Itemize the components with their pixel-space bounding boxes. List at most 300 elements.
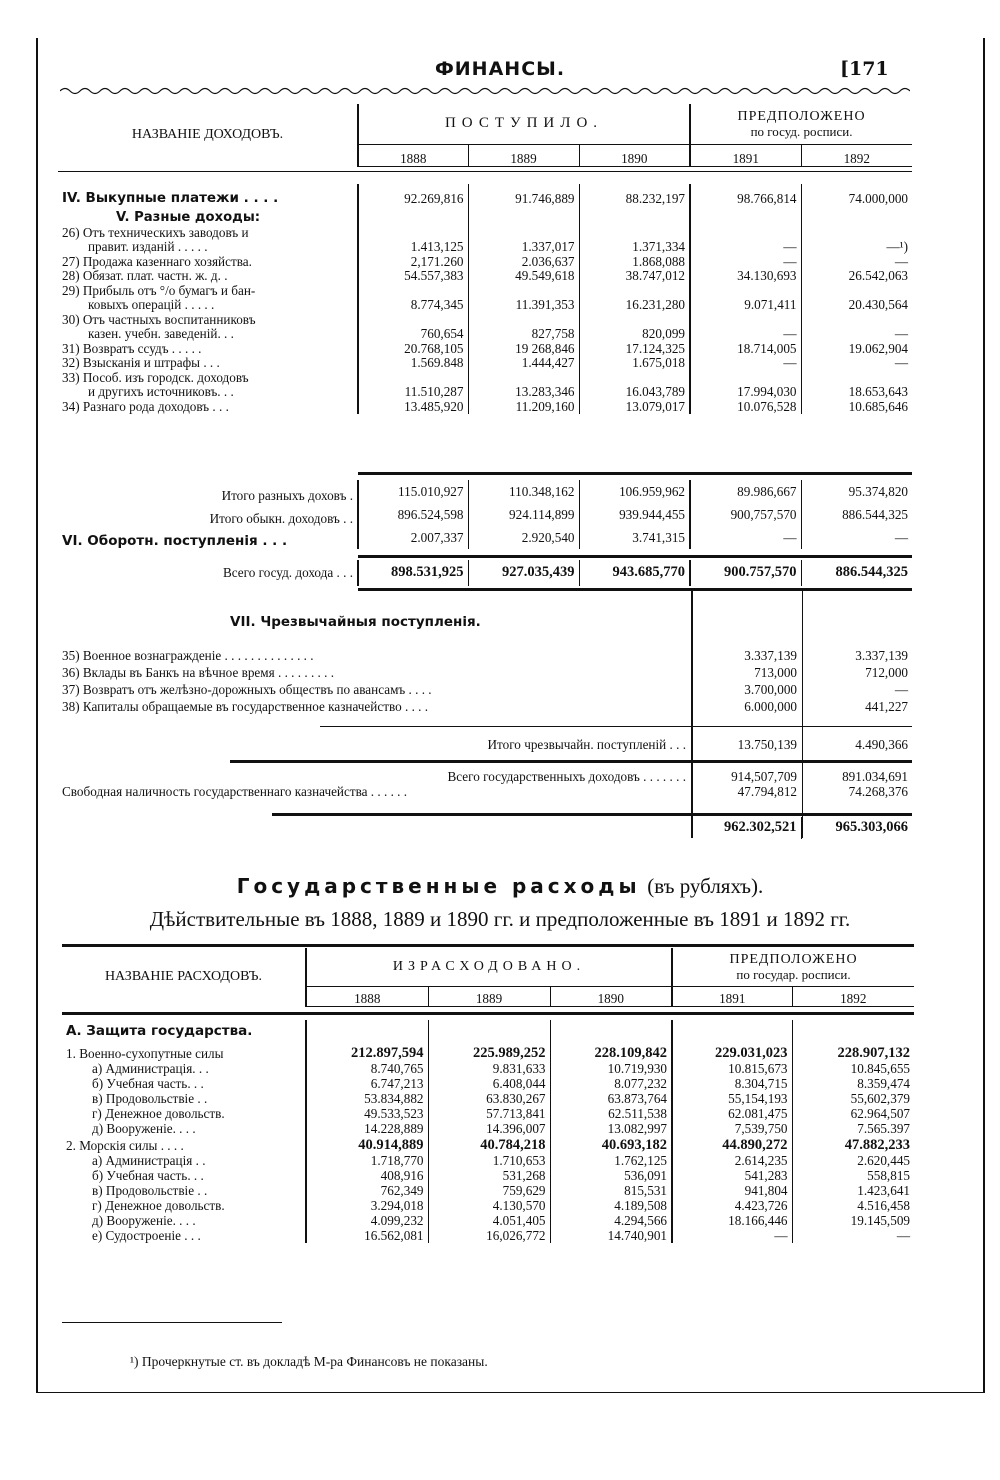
- extra-row-label: 35) Военное вознагражденiе . . . . . . . . . . . . . .: [62, 648, 314, 663]
- extra-row: [58, 697, 912, 714]
- expense-row-label: д) Вооруженiе. . . .: [92, 1121, 196, 1136]
- revenue-value: 26.542,063: [801, 269, 912, 284]
- revenue-row-label: IV. Выкупные платежи . . . .: [62, 190, 279, 206]
- revenue-value: 760,654: [358, 327, 468, 342]
- expense-row: [62, 1106, 914, 1121]
- revenue-value: —: [801, 254, 912, 269]
- expense-value: 10.845,655: [792, 1061, 914, 1076]
- expense-value: 57.713,841: [428, 1106, 550, 1121]
- expense-value: 3.294,018: [306, 1198, 428, 1213]
- footnote: ¹) Прочеркнутые ст. въ докладѣ М-ра Финансовъ не показаны.: [130, 1354, 488, 1369]
- extra-total-value: 4.490,366: [855, 737, 908, 752]
- grand-total-bottom-rule: [358, 588, 912, 591]
- expense-value: —: [672, 1228, 792, 1243]
- revenue-value: —: [690, 327, 801, 342]
- revenue-value: [801, 370, 912, 385]
- expense-value: 541,283: [672, 1168, 792, 1183]
- revenue-row-label: 33) Пособ. изъ городск. доходовъ: [62, 370, 249, 385]
- revenue-value: 1.371,334: [579, 240, 690, 255]
- expense-value: 6.408,044: [428, 1076, 550, 1091]
- extra-row-value: 441,227: [865, 699, 908, 714]
- revenue-total-row: [58, 526, 912, 549]
- expense-row-label: а) Администрацiя. . .: [92, 1061, 209, 1076]
- expense-planned-line1: ПРЕДПОЛОЖЕНО: [729, 951, 858, 967]
- final-total-value: 962.302,521: [724, 819, 797, 836]
- year-header: 1892: [792, 986, 914, 1006]
- expense-row-label: а) Администрацiя . .: [92, 1153, 206, 1168]
- expense-row: [62, 1061, 914, 1076]
- extra-total-rule: [230, 760, 912, 763]
- expense-value: 4.099,232: [306, 1213, 428, 1228]
- revenue-row-label: 26) Отъ техническихъ заводовъ и: [62, 225, 249, 240]
- revenue-row-label: и другихъ источниковъ. . .: [88, 384, 234, 399]
- revenue-total-value: 89.986,667: [690, 480, 801, 503]
- revenue-value: —: [801, 327, 912, 342]
- expense-value: 55,154,193: [672, 1091, 792, 1106]
- expense-value: 8.740,765: [306, 1061, 428, 1076]
- revenue-row: [58, 225, 912, 240]
- revenue-row-label: 27) Продажа казеннаго хозяйства.: [62, 254, 252, 269]
- revenue-value: 18.653,643: [801, 385, 912, 400]
- revenue-total-value: 886.544,325: [801, 503, 912, 526]
- revenue-row-label: правит. изданiй . . . . .: [88, 239, 208, 254]
- expense-row-label: в) Продовольствiе . .: [92, 1183, 208, 1198]
- revenue-row-label: казен. учебн. заведенiй. . .: [88, 326, 234, 341]
- extra-rule: [320, 726, 912, 727]
- revenue-value: [579, 225, 690, 240]
- expense-value: 49.533,523: [306, 1106, 428, 1121]
- revenue-value: 11.510,287: [358, 385, 468, 400]
- revenue-row: [58, 240, 912, 255]
- grand-total-value: 886.544,325: [801, 560, 912, 586]
- revenue-value: 20.768,105: [358, 341, 468, 356]
- expense-planned-header: [672, 948, 914, 986]
- revenue-value: 1.337,017: [468, 240, 579, 255]
- expense-value: 228.907,132: [792, 1044, 914, 1061]
- revenue-totals-table: [58, 480, 912, 549]
- extra-table: [58, 646, 912, 714]
- revenue-value: [690, 283, 801, 298]
- expense-row: [62, 1228, 914, 1243]
- extra-row: [58, 663, 912, 680]
- revenue-row: [58, 385, 912, 400]
- grand-total-table: [58, 560, 912, 586]
- expense-value: 47.882,233: [792, 1136, 914, 1153]
- header-bottom-rule: [58, 171, 912, 172]
- year-header: 1890: [579, 144, 690, 166]
- revenue-value: 91.746,889: [468, 184, 579, 206]
- expense-value: 40.784,218: [428, 1136, 550, 1153]
- grand-total-label: Всего госуд. дохода . . .: [222, 565, 353, 581]
- year-header: 1890: [550, 986, 672, 1006]
- revenue-value: 827,758: [468, 327, 579, 342]
- revenue-name-header: НАЗВАНIЕ ДОХОДОВЪ.: [131, 127, 284, 143]
- revenue-value: 10.685,646: [801, 399, 912, 414]
- expense-value: 8.359,474: [792, 1076, 914, 1091]
- expense-header-table: [62, 948, 914, 1007]
- expense-value: 6.747,213: [306, 1076, 428, 1091]
- expense-value: 408,916: [306, 1168, 428, 1183]
- expense-value: 63.873,764: [550, 1091, 672, 1106]
- revenue-value: [579, 370, 690, 385]
- revenue-value: 34.130,693: [690, 269, 801, 284]
- revenue-total-label: VI. Оборотн. поступленiя . . .: [62, 533, 288, 549]
- revenue-value: [468, 370, 579, 385]
- expense-value: 10.815,673: [672, 1061, 792, 1076]
- extra-row: [58, 680, 912, 697]
- final-total-table: [58, 817, 912, 839]
- revenue-row: [58, 399, 912, 414]
- year-header: 1891: [690, 144, 801, 166]
- revenue-value: 13.485,920: [358, 399, 468, 414]
- expense-row: [62, 1044, 914, 1061]
- revenue-value: [358, 283, 468, 298]
- expense-value: 815,531: [550, 1183, 672, 1198]
- revenue-row-label: ковыхъ операцiй . . . . .: [88, 297, 215, 312]
- revenue-total-value: 2.007,337: [358, 526, 468, 549]
- expense-value: 8.304,715: [672, 1076, 792, 1091]
- revenue-value: 18.714,005: [690, 341, 801, 356]
- revenue-value: 2.036,637: [468, 254, 579, 269]
- expense-value: 55,602,379: [792, 1091, 914, 1106]
- expense-value: 14.228,889: [306, 1121, 428, 1136]
- received-header: ПОСТУПИЛО.: [358, 104, 690, 144]
- expense-value: —: [792, 1228, 914, 1243]
- revenue-value: 11.391,353: [468, 298, 579, 313]
- expense-planned-line2: по государ. росписи.: [736, 966, 851, 982]
- expense-header-top-rule: [62, 944, 914, 947]
- expense-value: 228.109,842: [550, 1044, 672, 1061]
- revenue-total-value: 110.348,162: [468, 480, 579, 503]
- expense-value: 941,804: [672, 1183, 792, 1198]
- extra-row-label: 38) Капиталы обращаемые въ государственное казначейство . . . .: [62, 699, 429, 714]
- free-cash-value: 47.794,812: [737, 784, 797, 799]
- state-total-label: Всего государственныхъ доходовъ . . . . . . .: [447, 769, 686, 784]
- revenue-total-label: Итого разныхъ доховъ .: [221, 488, 353, 503]
- expense-value: 19.145,509: [792, 1213, 914, 1228]
- revenue-value: 54.557,383: [358, 269, 468, 284]
- revenue-row: [58, 356, 912, 371]
- page-number: [171: [840, 58, 889, 80]
- revenue-value: [579, 312, 690, 327]
- revenue-total-value: 939.944,455: [579, 503, 690, 526]
- revenue-value: 1.675,018: [579, 356, 690, 371]
- final-total-value: 965.303,066: [801, 817, 912, 839]
- state-total-table: [58, 769, 912, 799]
- revenue-value: 19 268,846: [468, 341, 579, 356]
- extra-row-value: 6.000,000: [744, 699, 797, 714]
- expenses-title-unit: (въ рубляхъ).: [647, 874, 764, 898]
- revenue-row-label: 29) Прибыль отъ °/o бумагъ и бан-: [62, 283, 256, 298]
- expense-value: 4.516,458: [792, 1198, 914, 1213]
- year-header: 1892: [801, 144, 912, 166]
- grand-total-top-rule: [358, 555, 912, 558]
- revenue-value: 20.430,564: [801, 298, 912, 313]
- expense-table: [62, 1020, 914, 1243]
- extra-row-value: 3.337,139: [744, 648, 797, 663]
- wavy-rule: [60, 86, 910, 96]
- extra-total-table: [58, 734, 912, 752]
- revenue-value: [690, 206, 801, 225]
- expense-row: [62, 1198, 914, 1213]
- planned-header: [690, 104, 912, 144]
- revenue-value: 92.269,816: [358, 184, 468, 206]
- expense-value: 10.719,930: [550, 1061, 672, 1076]
- revenue-value: 1.413,125: [358, 240, 468, 255]
- expense-value: 762,349: [306, 1183, 428, 1198]
- revenue-value: 9.071,411: [690, 298, 801, 313]
- revenue-value: 16.043,789: [579, 385, 690, 400]
- revenue-row: [58, 269, 912, 284]
- revenue-total-label: Итого обыкн. доходовъ . .: [209, 511, 353, 526]
- expense-value: 4.189,508: [550, 1198, 672, 1213]
- revenue-value: 16.231,280: [579, 298, 690, 313]
- expense-value: 9.831,633: [428, 1061, 550, 1076]
- grand-total-value: 943.685,770: [579, 560, 690, 586]
- revenue-row-label: V. Разные доходы:: [116, 210, 261, 225]
- expense-row-label: б) Учебная часть. . .: [92, 1076, 204, 1091]
- expense-value: 18.166,446: [672, 1213, 792, 1228]
- expense-row-label: б) Учебная часть. . .: [92, 1168, 204, 1183]
- expense-row-label: д) Вооруженiе. . . .: [92, 1213, 196, 1228]
- revenue-value: 17.994,030: [690, 385, 801, 400]
- expense-row: [62, 1168, 914, 1183]
- expense-value: 14.396,007: [428, 1121, 550, 1136]
- revenue-value: 10.076,528: [690, 399, 801, 414]
- expense-value: 558,815: [792, 1168, 914, 1183]
- expense-value: 1.423,641: [792, 1183, 914, 1198]
- expense-value: 63.830,267: [428, 1091, 550, 1106]
- expense-value: 4.294,566: [550, 1213, 672, 1228]
- expense-value: 225.989,252: [428, 1044, 550, 1061]
- expense-row-label: в) Продовольствiе . .: [92, 1091, 208, 1106]
- expense-value: 1.762,125: [550, 1153, 672, 1168]
- year-header: 1889: [428, 986, 550, 1006]
- grand-total-value: 927.035,439: [468, 560, 579, 586]
- revenue-total-row: [58, 480, 912, 503]
- free-cash-value: 74.268,376: [848, 784, 908, 799]
- revenue-row-label: 28) Обязат. плат. частн. ж. д. .: [62, 268, 228, 283]
- expense-value: 1.718,770: [306, 1153, 428, 1168]
- revenue-row: [58, 254, 912, 269]
- expense-value: 62.964,507: [792, 1106, 914, 1121]
- expense-row: [62, 1153, 914, 1168]
- expense-header-bottom-rule: [62, 1012, 914, 1015]
- planned-header-line1: ПРЕДПОЛОЖЕНО: [737, 108, 866, 124]
- revenue-value: 11.209,160: [468, 399, 579, 414]
- year-header: 1891: [672, 986, 792, 1006]
- grand-total-value: 900.757,570: [690, 560, 801, 586]
- expense-value: 14.740,901: [550, 1228, 672, 1243]
- expenses-title-main: Государственные расходы: [236, 874, 641, 898]
- revenue-value: 13.283,346: [468, 385, 579, 400]
- extra-row-value: 3.700,000: [744, 682, 797, 697]
- expense-value: 62.511,538: [550, 1106, 672, 1121]
- expenses-subtitle: Дѣйствительные въ 1888, 1889 и 1890 гг. и предположенные въ 1891 и 1892 гг.: [149, 907, 851, 931]
- expense-value: 40.693,182: [550, 1136, 672, 1153]
- extra-section-title: VII. Чрезвычайныя поступленiя.: [230, 614, 481, 630]
- revenue-total-value: —: [690, 526, 801, 549]
- expense-value: 53.834,882: [306, 1091, 428, 1106]
- spent-header: ИЗРАСХОДОВАНО.: [306, 948, 672, 986]
- expense-row-label: г) Денежное довольств.: [92, 1198, 225, 1213]
- expenses-title: [0, 874, 1000, 899]
- revenue-total-value: 896.524,598: [358, 503, 468, 526]
- year-header: 1888: [306, 986, 428, 1006]
- grand-total-value: 898.531,925: [358, 560, 468, 586]
- expense-value: 13.082,997: [550, 1121, 672, 1136]
- expense-value: 16,026,772: [428, 1228, 550, 1243]
- expense-row-label: г) Денежное довольств.: [92, 1106, 225, 1121]
- extra-row-label: 37) Возвратъ отъ желѣзно-дорожныхъ обществъ по авансамъ . . . .: [62, 682, 432, 697]
- revenue-value: [579, 206, 690, 225]
- expense-name-header: НАЗВАНIЕ РАСХОДОВЪ.: [104, 969, 263, 985]
- revenue-value: [801, 283, 912, 298]
- revenue-header-table: [58, 104, 912, 167]
- expense-value: 1.710,653: [428, 1153, 550, 1168]
- expense-section-a: А. Защита государства.: [66, 1023, 253, 1040]
- expense-row: [62, 1183, 914, 1198]
- revenue-value: [801, 312, 912, 327]
- expense-value: 212.897,594: [306, 1044, 428, 1061]
- revenue-row-label: 32) Взысканiя и штрафы . . .: [62, 355, 220, 370]
- expense-value: 7,539,750: [672, 1121, 792, 1136]
- revenue-total-value: 115.010,927: [358, 480, 468, 503]
- left-border: [36, 38, 38, 1393]
- expense-value: 16.562,081: [306, 1228, 428, 1243]
- revenue-row-label: 31) Возвратъ ссудъ . . . . .: [62, 341, 202, 356]
- revenue-total-value: 106.959,962: [579, 480, 690, 503]
- expense-value: 4.051,405: [428, 1213, 550, 1228]
- expense-row-label: 2. Морскiя силы . . . .: [66, 1138, 184, 1153]
- expense-value: 536,091: [550, 1168, 672, 1183]
- expense-value: 2.620,445: [792, 1153, 914, 1168]
- revenue-row: [58, 298, 912, 313]
- revenue-total-row: [58, 503, 912, 526]
- revenue-value: 1.569.848: [358, 356, 468, 371]
- revenue-value: [690, 225, 801, 240]
- expense-row: [62, 1136, 914, 1153]
- extra-row-value: —: [894, 682, 908, 697]
- revenue-value: [690, 312, 801, 327]
- expense-row: [62, 1076, 914, 1091]
- revenue-row-label: 30) Отъ частныхъ воспитанниковъ: [62, 312, 256, 327]
- extra-total-label: Итого чрезвычайн. поступленiй . . .: [487, 737, 686, 752]
- final-rule: [272, 813, 912, 816]
- expense-value: 2.614,235: [672, 1153, 792, 1168]
- revenue-value: 1.444,427: [468, 356, 579, 371]
- expense-row: [62, 1213, 914, 1228]
- expense-value: 229.031,023: [672, 1044, 792, 1061]
- revenue-value: [358, 370, 468, 385]
- revenue-value: 19.062,904: [801, 341, 912, 356]
- revenue-total-value: 2.920,540: [468, 526, 579, 549]
- revenue-value: 1.868,088: [579, 254, 690, 269]
- revenue-value: [801, 206, 912, 225]
- revenue-value: [468, 225, 579, 240]
- extra-total-value: 13.750,139: [737, 737, 797, 752]
- revenue-total-value: —: [801, 526, 912, 549]
- revenue-value: 13.079,017: [579, 399, 690, 414]
- extra-row-value: 712,000: [865, 665, 908, 680]
- expense-value: 4.130,570: [428, 1198, 550, 1213]
- expense-value: 40.914,889: [306, 1136, 428, 1153]
- revenue-value: —¹): [801, 240, 912, 255]
- extra-row: [58, 646, 912, 663]
- revenue-value: [468, 283, 579, 298]
- revenue-total-value: 924.114,899: [468, 503, 579, 526]
- revenue-total-value: 95.374,820: [801, 480, 912, 503]
- expense-value: 7.565.397: [792, 1121, 914, 1136]
- planned-header-line2: по госуд. росписи.: [750, 123, 853, 139]
- revenue-value: [358, 312, 468, 327]
- revenue-row: [58, 184, 912, 206]
- extra-row-value: 713,000: [754, 665, 797, 680]
- expense-value: 759,629: [428, 1183, 550, 1198]
- revenue-row: [58, 283, 912, 298]
- extra-row-label: 36) Вклады въ Банкъ на вѣчное время . . . . . . . . .: [62, 665, 335, 680]
- revenue-value: 98.766,814: [690, 184, 801, 206]
- revenue-value: —: [801, 356, 912, 371]
- revenue-value: [358, 225, 468, 240]
- revenue-value: [358, 206, 468, 225]
- state-total-value: 891.034,691: [842, 769, 908, 784]
- revenue-value: —: [690, 254, 801, 269]
- revenue-value: [579, 283, 690, 298]
- expense-row-label: е) Судостроенiе . . .: [92, 1228, 201, 1243]
- page-title: ФИНАНСЫ.: [434, 58, 566, 80]
- revenue-rule: [358, 472, 912, 475]
- revenue-row-label: 34) Разнаго рода доходовъ . . .: [62, 399, 229, 414]
- footnote-rule: [62, 1322, 282, 1323]
- year-header: 1888: [358, 144, 468, 166]
- revenue-value: 8.774,345: [358, 298, 468, 313]
- bottom-rule: [36, 1392, 983, 1393]
- revenue-value: 38.747,012: [579, 269, 690, 284]
- expense-row: [62, 1121, 914, 1136]
- revenue-value: [468, 206, 579, 225]
- expense-value: 531,268: [428, 1168, 550, 1183]
- right-border: [983, 38, 985, 1393]
- revenue-row: [58, 341, 912, 356]
- expense-value: 62.081,475: [672, 1106, 792, 1121]
- revenue-row: [58, 312, 912, 327]
- revenue-value: 2,171.260: [358, 254, 468, 269]
- revenue-value: [468, 312, 579, 327]
- revenue-row: [58, 370, 912, 385]
- free-cash-label: Свободная наличность государственнаго казначейства . . . . . .: [62, 784, 408, 799]
- revenue-row: [58, 327, 912, 342]
- expense-value: 44.890,272: [672, 1136, 792, 1153]
- state-total-value: 914,507,709: [731, 769, 797, 784]
- revenue-value: 49.549,618: [468, 269, 579, 284]
- revenue-value: [690, 370, 801, 385]
- extra-row-value: 3.337,139: [855, 648, 908, 663]
- revenue-value: 820,099: [579, 327, 690, 342]
- revenue-total-value: 900,757,570: [690, 503, 801, 526]
- revenue-table: [58, 184, 912, 414]
- revenue-value: [801, 225, 912, 240]
- revenue-value: 17.124,325: [579, 341, 690, 356]
- expense-row: [62, 1091, 914, 1106]
- revenue-value: 74.000,000: [801, 184, 912, 206]
- revenue-row: [58, 206, 912, 225]
- revenue-value: —: [690, 240, 801, 255]
- revenue-total-value: 3.741,315: [579, 526, 690, 549]
- year-header: 1889: [468, 144, 579, 166]
- revenue-value: 88.232,197: [579, 184, 690, 206]
- expense-value: 4.423,726: [672, 1198, 792, 1213]
